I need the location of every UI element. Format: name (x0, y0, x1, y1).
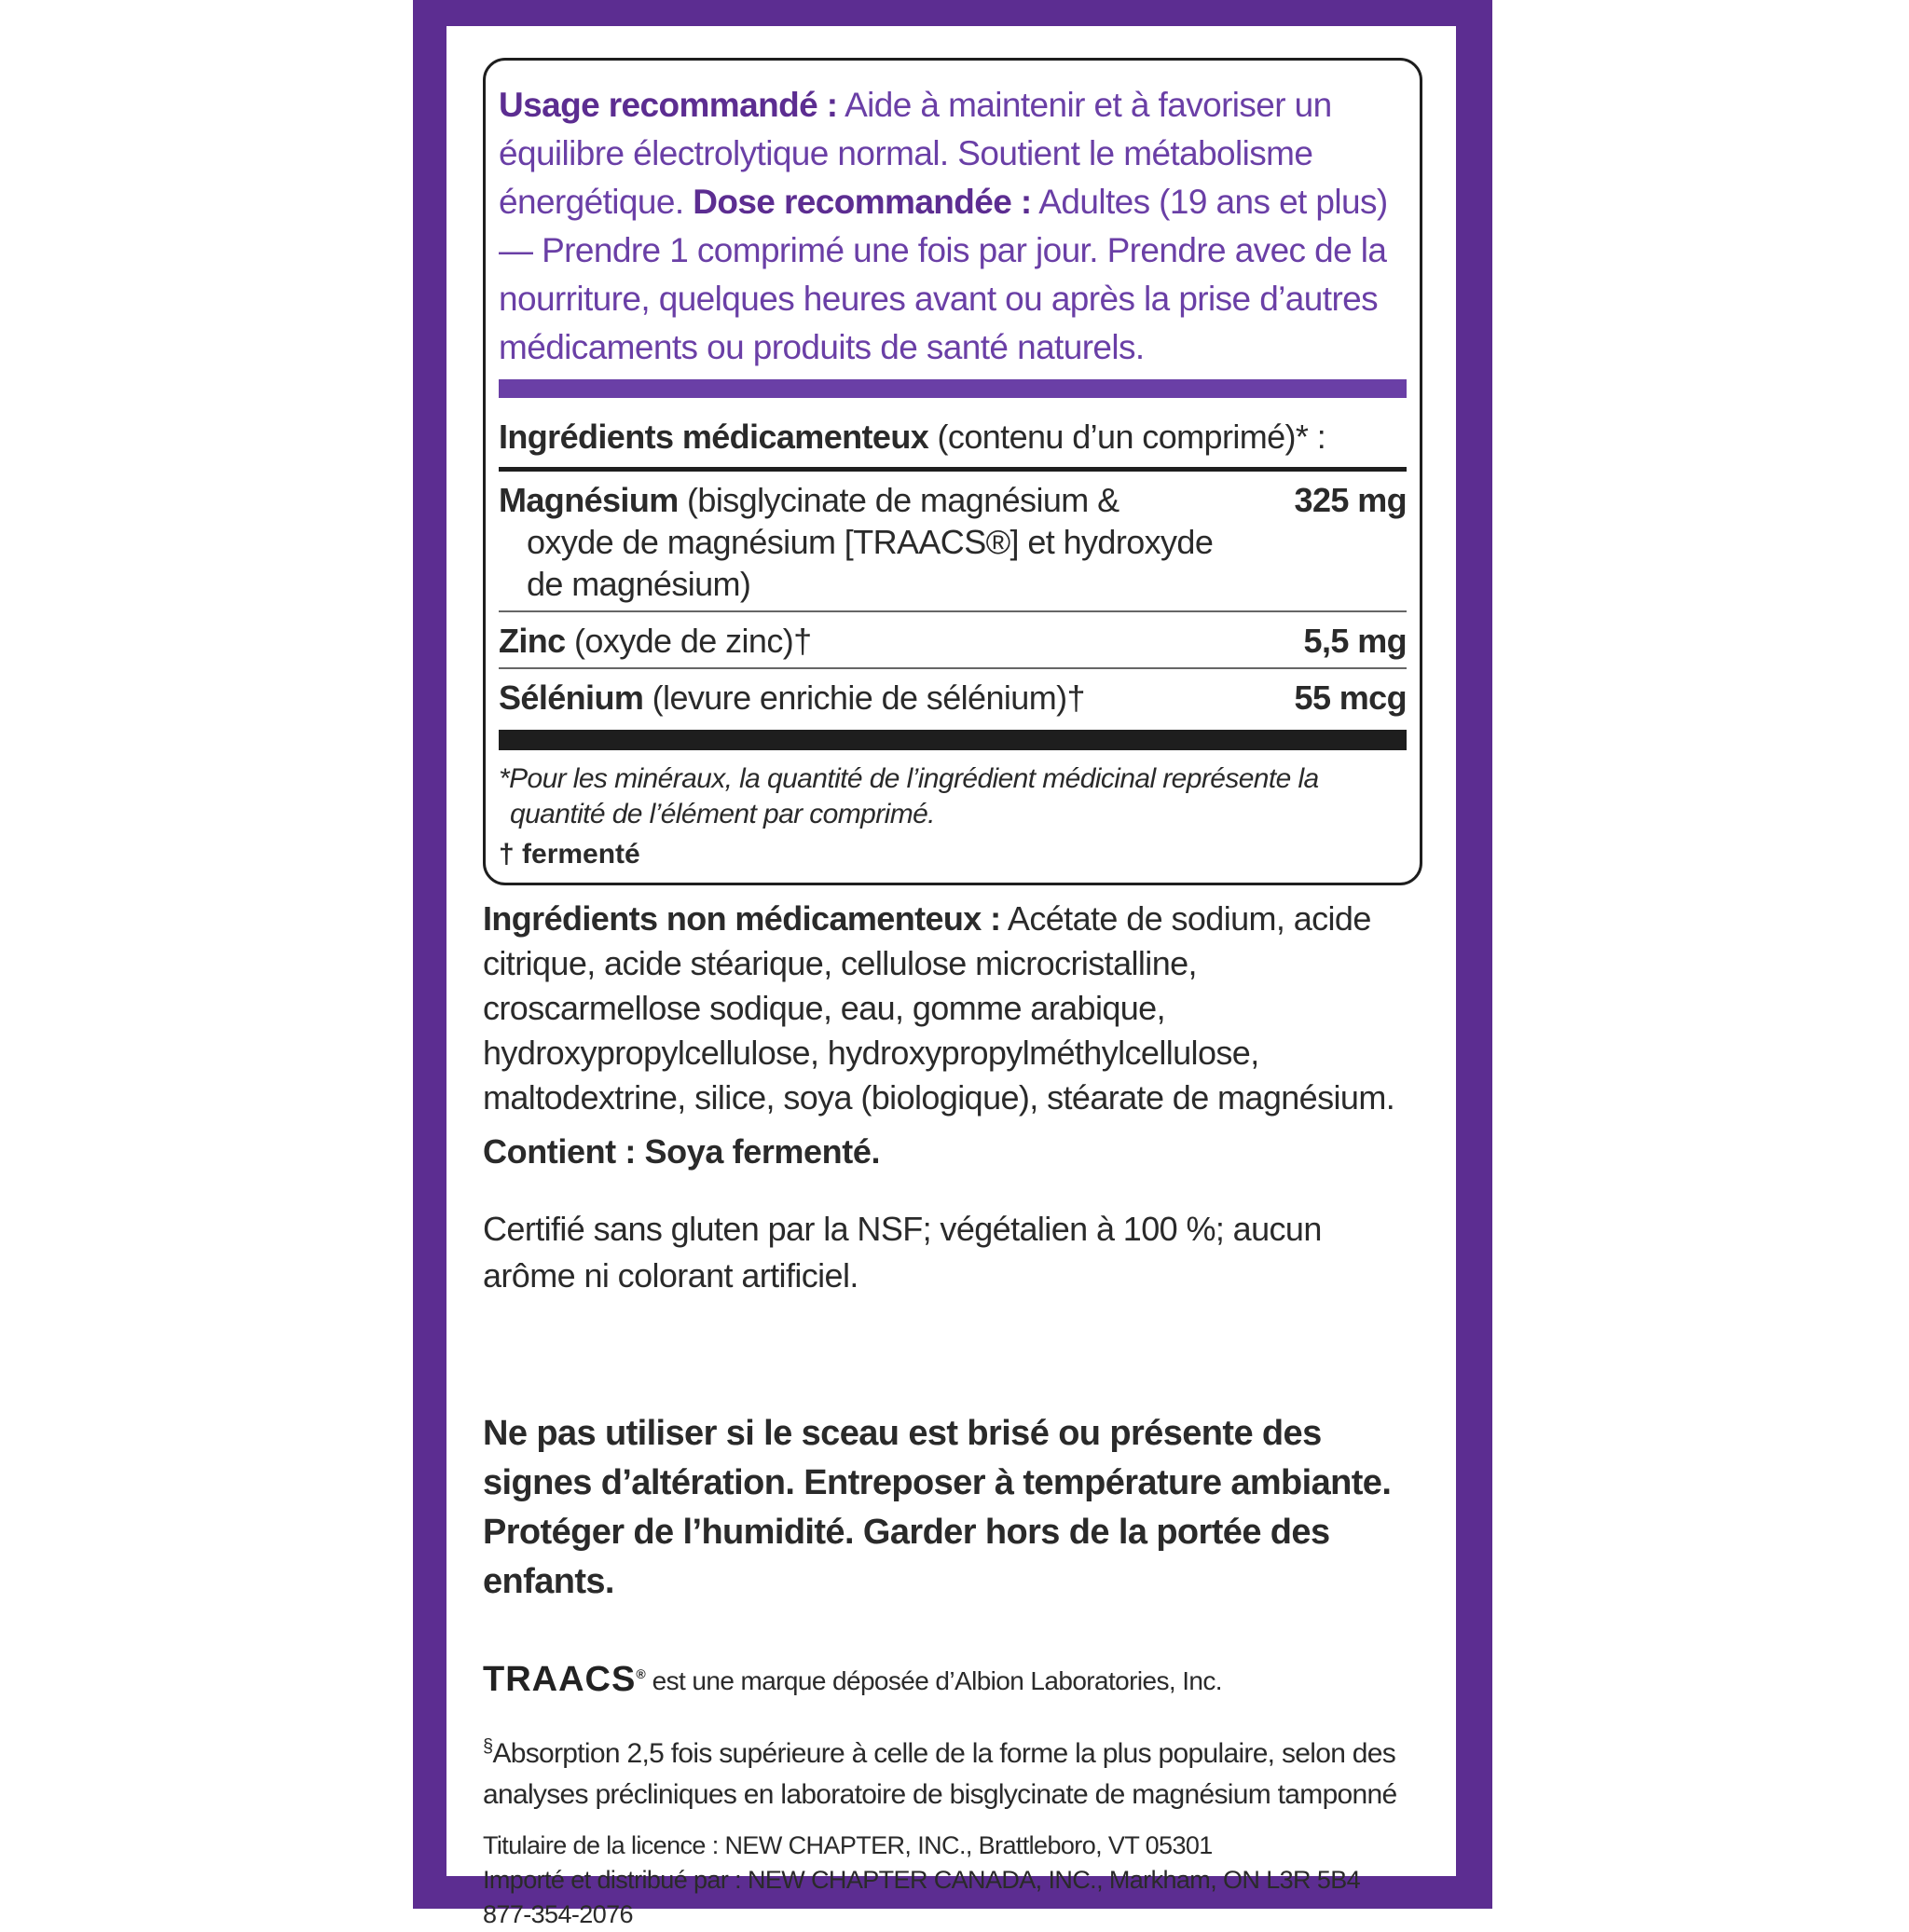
registered-mark: ® (636, 1666, 647, 1681)
absorption-text: Absorption 2,5 fois supérieure à celle de la forme la plus populaire, selon des analyses précliniques en laboratoire de bisglycinate de magnésium tamponné (483, 1738, 1397, 1810)
ingredient-name-cell (499, 479, 1263, 605)
medicinal-heading-bold: Ingrédients médicamenteux (499, 418, 929, 456)
ingredient-row-magnesium (499, 472, 1407, 612)
medicinal-heading-rest: (contenu d’un comprimé)* : (928, 418, 1326, 456)
allergen-statement: Contient : Soya fermenté. (483, 1132, 881, 1171)
ingredient-name-cell (499, 677, 1263, 719)
ingredient-row-selenium (499, 669, 1407, 724)
ingredient-name: Zinc (499, 622, 566, 660)
minerals-footnote (499, 761, 1407, 832)
usage-label: Usage recommandé : (499, 86, 838, 124)
trademark-line (483, 1661, 1409, 1698)
non-medicinal-ingredients (483, 897, 1409, 1120)
footnote-line: quantité de l’élément par comprimé. (510, 799, 935, 829)
dose-label: Dose recommandée : (693, 183, 1032, 221)
dosage-info-box (483, 58, 1422, 885)
absorption-note (483, 1726, 1409, 1816)
ingredient-source-cont: de magnésium) (527, 565, 751, 603)
non-medicinal-label: Ingrédients non médicamenteux : (483, 899, 1001, 938)
license-info (483, 1829, 1409, 1932)
footnote-line: *Pour les minéraux, la quantité de l’ingrédient médicinal représente la (499, 763, 1319, 794)
medicinal-heading (499, 398, 1407, 467)
fermented-note: † fermenté (499, 839, 640, 870)
label-panel (446, 26, 1456, 1928)
ingredient-source: (oxyde de zinc)† (565, 622, 812, 660)
ingredient-name: Magnésium (499, 481, 679, 519)
ingredient-amount: 5,5 mg (1303, 622, 1407, 660)
non-medicinal-text: Acétate de sodium, acide citrique, acide stéarique, cellulose microcristalline, croscarmellose sodique, eau, gomme arabique, hydroxypropylcellulose, hydroxypropylméthylcellulose, maltodextrine, silice, soya (biologique), stéarate de magnésium. (483, 899, 1395, 1117)
traacs-logo-text: TRAACS (483, 1660, 637, 1699)
ingredient-source: (levure enrichie de sélénium)† (643, 678, 1085, 717)
phone-number: 877-354-2076 (483, 1900, 633, 1928)
ingredient-amount: 325 mg (1294, 481, 1407, 519)
table-bottom-rule (499, 730, 1407, 750)
usage-paragraph (499, 81, 1407, 372)
section-mark: § (483, 1736, 493, 1757)
importer-info: Importé et distribué par : NEW CHAPTER CANADA, INC., Markham, ON L3R 5B4 (483, 1866, 1361, 1894)
warning-statement: Ne pas utiliser si le sceau est brisé ou présente des signes d’altération. Entreposer à température ambiante. Protéger de l’humidité. Garder hors de la portée des enfants. (483, 1414, 1392, 1601)
license-holder: Titulaire de la licence : NEW CHAPTER, INC., Brattleboro, VT 05301 (483, 1831, 1213, 1859)
ingredient-amount: 55 mcg (1294, 678, 1407, 717)
ingredient-row-zinc (499, 612, 1407, 669)
ingredient-name: Sélénium (499, 678, 644, 717)
ingredient-name-cell (499, 620, 1263, 662)
trademark-text: est une marque déposée d’Albion Laboratories, Inc. (652, 1666, 1222, 1695)
ingredient-source: (bisglycinate de magnésium & (678, 481, 1119, 519)
traacs-logo (483, 1661, 647, 1698)
certification-statement: Certifié sans gluten par la NSF; végétalien à 100 %; aucun arôme ni colorant artificiel. (483, 1210, 1322, 1295)
usage-text: Aide à maintenir et à favoriser un équilibre électrolytique normal. Soutient le métabolisme énergétique. (499, 86, 1332, 221)
purple-divider (499, 379, 1407, 398)
dose-text: Adultes (19 ans et plus) — Prendre 1 comprimé une fois par jour. Prendre avec de la nourriture, quelques heures avant ou après la prise d’autres médicaments ou produits de santé naturels. (499, 183, 1388, 366)
ingredient-source-cont: oxyde de magnésium [TRAACS®] et hydroxyde (527, 523, 1214, 561)
